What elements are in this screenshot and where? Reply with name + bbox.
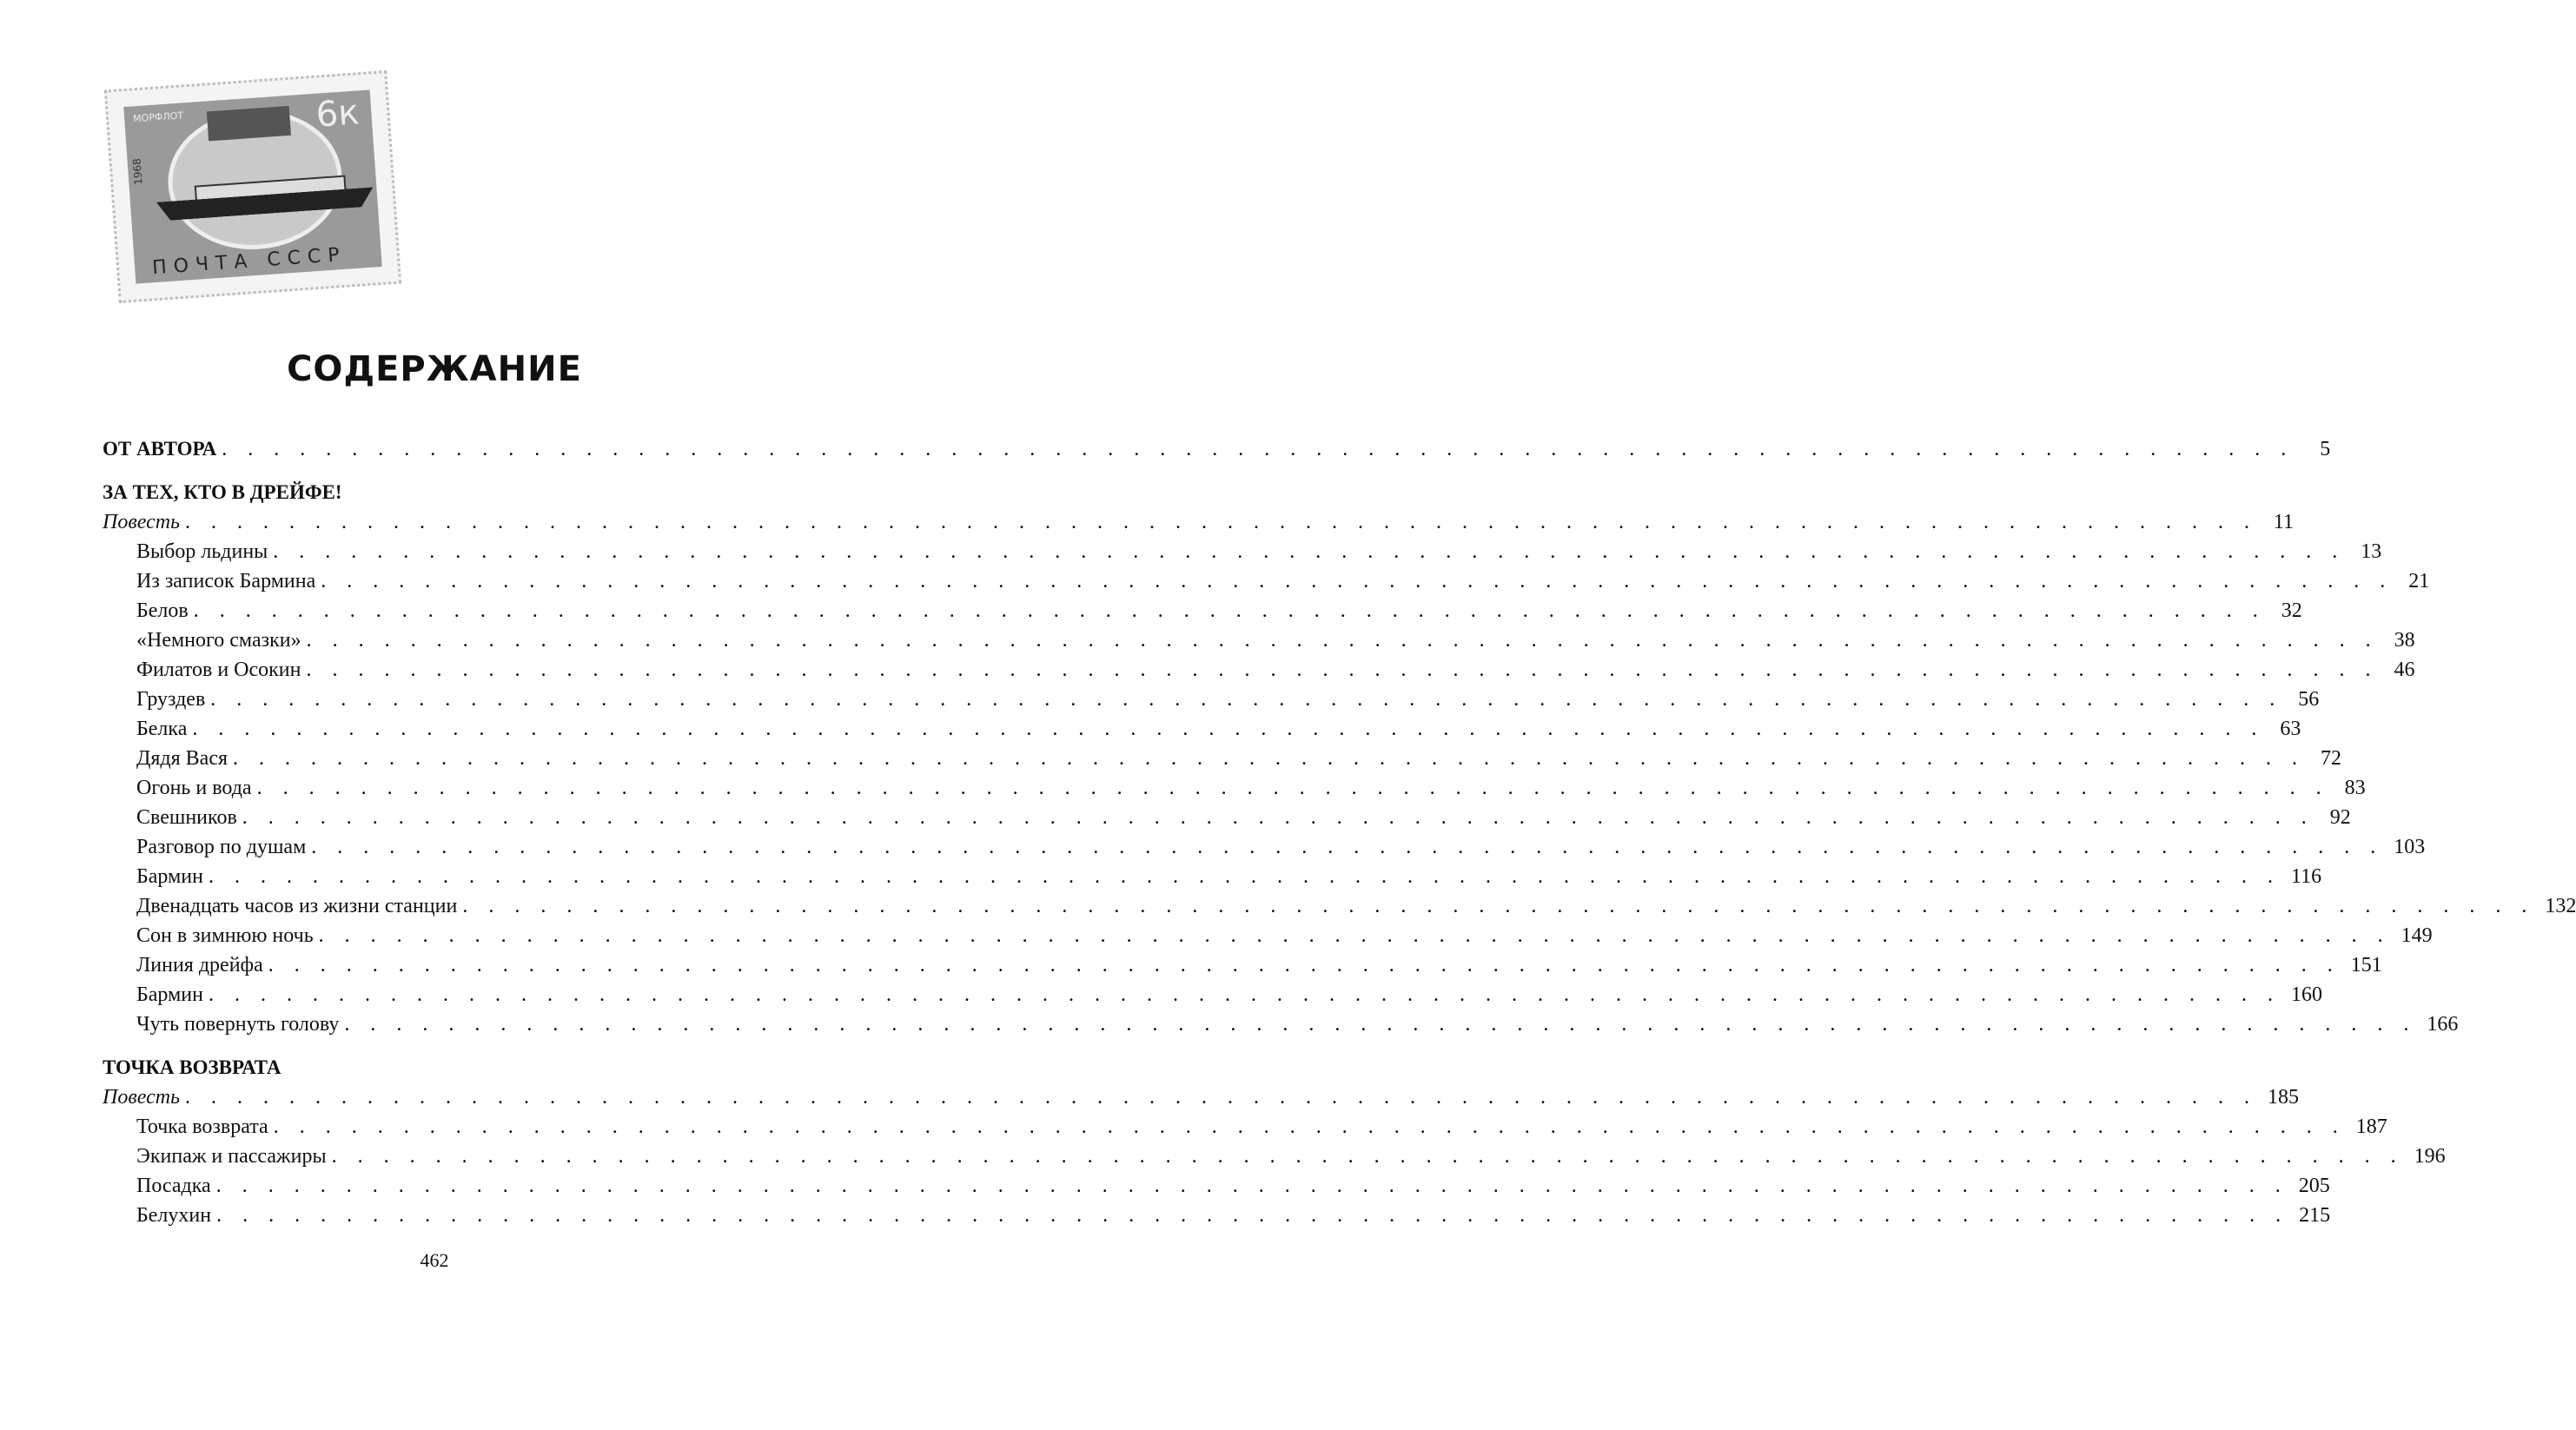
toc-entry[interactable] xyxy=(103,1053,759,1082)
toc-entry[interactable] xyxy=(103,596,2302,626)
toc-entry[interactable] xyxy=(103,862,2322,891)
section-gap xyxy=(103,1039,759,1053)
toc-entry-page: 103 xyxy=(2383,832,2420,862)
toc-entry-page: 38 xyxy=(2379,626,2415,655)
toc-entry[interactable] xyxy=(103,1201,2331,1230)
stamp-post-text: ПОЧТА СССР xyxy=(151,243,348,280)
table-of-contents xyxy=(103,434,2576,1230)
toc-entry-page: 185 xyxy=(2257,1082,2294,1112)
dot-leader: . . . . . . . . . . . . . . . . . . . . . . . . . . . . . . . . . . . . . . . . . . . . . . . . . . . . . . . . . . . . . . . . . . . . . . . . . . . . . . . . xyxy=(192,718,2265,740)
toc-entry[interactable] xyxy=(103,507,2294,537)
dot-leader: . . . . . . . . . . . . . . . . . . . . . . . . . . . . . . . . . . . . . . . . . . . . . . . . . . . . . . . . . . . . . . . . . . . . . . . . . . . . . . . . xyxy=(321,570,2394,593)
dot-leader: . . . . . . . . . . . . . . . . . . . . . . . . . . . . . . . . . . . . . . . . . . . . . . . . . . . . . . . . . . . . . . . . . . . . . . . . . . . . . . . . xyxy=(331,1145,2404,1168)
toc-entry[interactable] xyxy=(103,1171,2330,1201)
toc-entry-page: 11 xyxy=(2257,507,2294,537)
toc-entry-title: Белка xyxy=(136,714,192,744)
toc-entry[interactable] xyxy=(103,478,759,507)
toc-entry[interactable] xyxy=(103,773,2366,803)
toc-entry[interactable] xyxy=(103,655,2415,685)
toc-entry-page: 205 xyxy=(2288,1171,2325,1201)
toc-entry-page: 160 xyxy=(2281,980,2317,1010)
toc-entry-title: ОТ АВТОРА xyxy=(103,434,222,464)
toc-entry-title: Бармин xyxy=(136,980,209,1010)
dot-leader: . . . . . . . . . . . . . . . . . . . . . . . . . . . . . . . . . . . . . . . . . . . . . . . . . . . . . . . . . . . . . . . . . . . . . . . . . . . . . . . . xyxy=(208,983,2281,1006)
toc-entry-title: Груздев xyxy=(136,685,210,714)
toc-entry[interactable] xyxy=(103,685,2320,714)
dot-leader: . . . . . . . . . . . . . . . . . . . . . . . . . . . . . . . . . . . . . . . . . . . . . . . . . . . . . . . . . . . . . . . . . . . . . . . . . . . . . . . . xyxy=(256,777,2329,799)
toc-entry-page: 83 xyxy=(2329,773,2366,803)
toc-entry-page: 149 xyxy=(2391,921,2427,950)
toc-entry-title: Белов xyxy=(136,596,194,626)
stamp-value-text: 6к xyxy=(315,92,361,136)
stamp-fleet-text: МОРФЛОТ xyxy=(132,109,184,125)
toc-entry-page: 196 xyxy=(2404,1142,2440,1171)
toc-entry-page: 215 xyxy=(2288,1201,2325,1230)
toc-entry-page: 132 xyxy=(2534,891,2571,921)
toc-entry[interactable] xyxy=(103,950,2382,980)
toc-entry-page: 56 xyxy=(2282,685,2319,714)
dot-leader: . . . . . . . . . . . . . . . . . . . . . . . . . . . . . . . . . . . . . . . . . . . . . . . . . . . . . . . . . . . . . . . . . . . . . . . . . . . . . . . . xyxy=(462,895,2535,917)
toc-entry-page: 46 xyxy=(2379,655,2415,685)
section-gap xyxy=(103,464,759,478)
toc-entry-title: Свешников xyxy=(136,803,242,832)
dot-leader: . . . . . . . . . . . . . . . . . . . . . . . . . . . . . . . . . . . . . . . . . . . . . . . . . . . . . . . . . . . . . . . . . . . . . . . . . . . . . . . . xyxy=(268,954,2341,977)
dot-leader: . . . . . . . . . . . . . . . . . . . . . . . . . . . . . . . . . . . . . . . . . . . . . . . . . . . . . . . . . . . . . . . . . . . . . . . . . . . . . . . . xyxy=(242,806,2314,829)
dot-leader: . . . . . . . . . . . . . . . . . . . . . . . . . . . . . . . . . . . . . . . . . . . . . . . . . . . . . . . . . . . . . . . . . . . . . . . . . . . . . . . . xyxy=(344,1013,2417,1036)
toc-entry-title: Точка возврата xyxy=(136,1112,274,1142)
dot-leader: . . . . . . . . . . . . . . . . . . . . . . . . . . . . . . . . . . . . . . . . . . . . . . . . . . . . . . . . . . . . . . . . . . . . . . . . . . . . . . . . xyxy=(185,511,2257,533)
toc-entry-page: 92 xyxy=(2314,803,2351,832)
toc-entry-page: 13 xyxy=(2345,537,2381,566)
toc-entry[interactable] xyxy=(103,980,2322,1010)
toc-entry[interactable] xyxy=(103,626,2415,655)
page-number: 462 xyxy=(420,1249,449,1271)
dot-leader: . . . . . . . . . . . . . . . . . . . . . . . . . . . . . . . . . . . . . . . . . . . . . . . . . . . . . . . . . . . . . . . . . . . . . . . . . . . . . . . . xyxy=(210,688,2283,711)
toc-entry-page: 151 xyxy=(2341,950,2377,980)
dot-leader: . . . . . . . . . . . . . . . . . . . . . . . . . . . . . . . . . . . . . . . . . . . . . . . . . . . . . . . . . . . . . . . . . . . . . . . . . . . . . . . . xyxy=(311,836,2384,858)
dot-leader: . . . . . . . . . . . . . . . . . . . . . . . . . . . . . . . . . . . . . . . . . . . . . . . . . . . . . . . . . . . . . . . . . . . . . . . . . . . . . . . . xyxy=(222,438,2295,460)
toc-entry[interactable] xyxy=(103,744,2342,773)
toc-entry-page: 166 xyxy=(2416,1010,2453,1039)
toc-entry-title: Филатов и Осокин xyxy=(136,655,307,685)
toc-entry[interactable] xyxy=(103,714,2301,744)
dot-leader: . . . . . . . . . . . . . . . . . . . . . . . . . . . . . . . . . . . . . . . . . . . . . . . . . . . . . . . . . . . . . . . . . . . . . . . . . . . . . . . . xyxy=(208,865,2281,888)
toc-entry-title: Чуть повернуть голову xyxy=(136,1010,344,1039)
toc-entry-title: Выбор льдины xyxy=(136,537,273,566)
flag-graphic xyxy=(207,106,291,142)
toc-entry-page: 187 xyxy=(2346,1112,2382,1142)
toc-entry-title: «Немного смазки» xyxy=(136,626,307,655)
toc-entry-title: Сон в зимнюю ночь xyxy=(136,921,319,950)
toc-entry-title: ТОЧКА ВОЗВРАТА xyxy=(103,1053,286,1082)
dot-leader: . . . . . . . . . . . . . . . . . . . . . . . . . . . . . . . . . . . . . . . . . . . . . . . . . . . . . . . . . . . . . . . . . . . . . . . . . . . . . . . . xyxy=(306,629,2379,652)
toc-entry-page: 116 xyxy=(2281,862,2317,891)
toc-entry[interactable] xyxy=(103,1010,2459,1039)
page-title: СОДЕРЖАНИЕ xyxy=(287,349,582,389)
toc-entry[interactable] xyxy=(103,537,2382,566)
toc-entry-page: 5 xyxy=(2294,434,2330,464)
toc-entry[interactable] xyxy=(103,921,2433,950)
dot-leader: . . . . . . . . . . . . . . . . . . . . . . . . . . . . . . . . . . . . . . . . . . . . . . . . . . . . . . . . . . . . . . . . . . . . . . . . . . . . . . . . xyxy=(215,1175,2288,1197)
toc-entry-title: Повесть xyxy=(103,507,185,537)
toc-entry-title: ЗА ТЕХ, КТО В ДРЕЙФЕ! xyxy=(103,478,348,507)
dot-leader: . . . . . . . . . . . . . . . . . . . . . . . . . . . . . . . . . . . . . . . . . . . . . . . . . . . . . . . . . . . . . . . . . . . . . . . . . . . . . . . . xyxy=(185,1086,2257,1109)
toc-entry-title: Белухин xyxy=(136,1201,216,1230)
toc-entry-page: 21 xyxy=(2393,566,2429,596)
toc-entry[interactable] xyxy=(103,1082,2299,1112)
dot-leader: . . . . . . . . . . . . . . . . . . . . . . . . . . . . . . . . . . . . . . . . . . . . . . . . . . . . . . . . . . . . . . . . . . . . . . . . . . . . . . . . xyxy=(318,924,2391,947)
toc-entry[interactable] xyxy=(103,891,2576,921)
toc-entry[interactable] xyxy=(103,803,2351,832)
toc-entry[interactable] xyxy=(103,566,2430,596)
postage-stamp-image xyxy=(104,70,401,303)
dot-leader: . . . . . . . . . . . . . . . . . . . . . . . . . . . . . . . . . . . . . . . . . . . . . . . . . . . . . . . . . . . . . . . . . . . . . . . . . . . . . . . . xyxy=(306,659,2379,681)
toc-entry-title: Линия дрейфа xyxy=(136,950,268,980)
stamp-picture xyxy=(123,89,382,283)
toc-entry-title: Огонь и вода xyxy=(136,773,257,803)
dot-leader: . . . . . . . . . . . . . . . . . . . . . . . . . . . . . . . . . . . . . . . . . . . . . . . . . . . . . . . . . . . . . . . . . . . . . . . . . . . . . . . . xyxy=(273,540,2346,563)
dot-leader: . . . . . . . . . . . . . . . . . . . . . . . . . . . . . . . . . . . . . . . . . . . . . . . . . . . . . . . . . . . . . . . . . . . . . . . . . . . . . . . . xyxy=(273,1116,2346,1138)
dot-leader: . . . . . . . . . . . . . . . . . . . . . . . . . . . . . . . . . . . . . . . . . . . . . . . . . . . . . . . . . . . . . . . . . . . . . . . . . . . . . . . . xyxy=(216,1204,2289,1227)
toc-entry[interactable] xyxy=(103,434,2331,464)
stamp-year-text: 1968 xyxy=(130,157,145,186)
toc-entry-title: Повесть xyxy=(103,1082,185,1112)
toc-entry-title: Бармин xyxy=(136,862,209,891)
toc-entry-title: Экипаж и пассажиры xyxy=(136,1142,332,1171)
toc-entry-page: 32 xyxy=(2266,596,2302,626)
toc-entry-title: Двенадцать часов из жизни станции xyxy=(136,891,462,921)
toc-entry-title: Разговор по душам xyxy=(136,832,311,862)
toc-entry-title: Дядя Вася xyxy=(136,744,233,773)
toc-entry[interactable] xyxy=(103,832,2426,862)
toc-entry[interactable] xyxy=(103,1142,2446,1171)
toc-entry-page: 72 xyxy=(2305,744,2341,773)
toc-entry[interactable] xyxy=(103,1112,2387,1142)
toc-entry-title: Из записок Бармина xyxy=(136,566,321,596)
dot-leader: . . . . . . . . . . . . . . . . . . . . . . . . . . . . . . . . . . . . . . . . . . . . . . . . . . . . . . . . . . . . . . . . . . . . . . . . . . . . . . . . xyxy=(193,599,2266,622)
dot-leader: . . . . . . . . . . . . . . . . . . . . . . . . . . . . . . . . . . . . . . . . . . . . . . . . . . . . . . . . . . . . . . . . . . . . . . . . . . . . . . . . xyxy=(233,747,2306,770)
toc-entry-title: Посадка xyxy=(136,1171,216,1201)
toc-entry-page: 63 xyxy=(2264,714,2301,744)
